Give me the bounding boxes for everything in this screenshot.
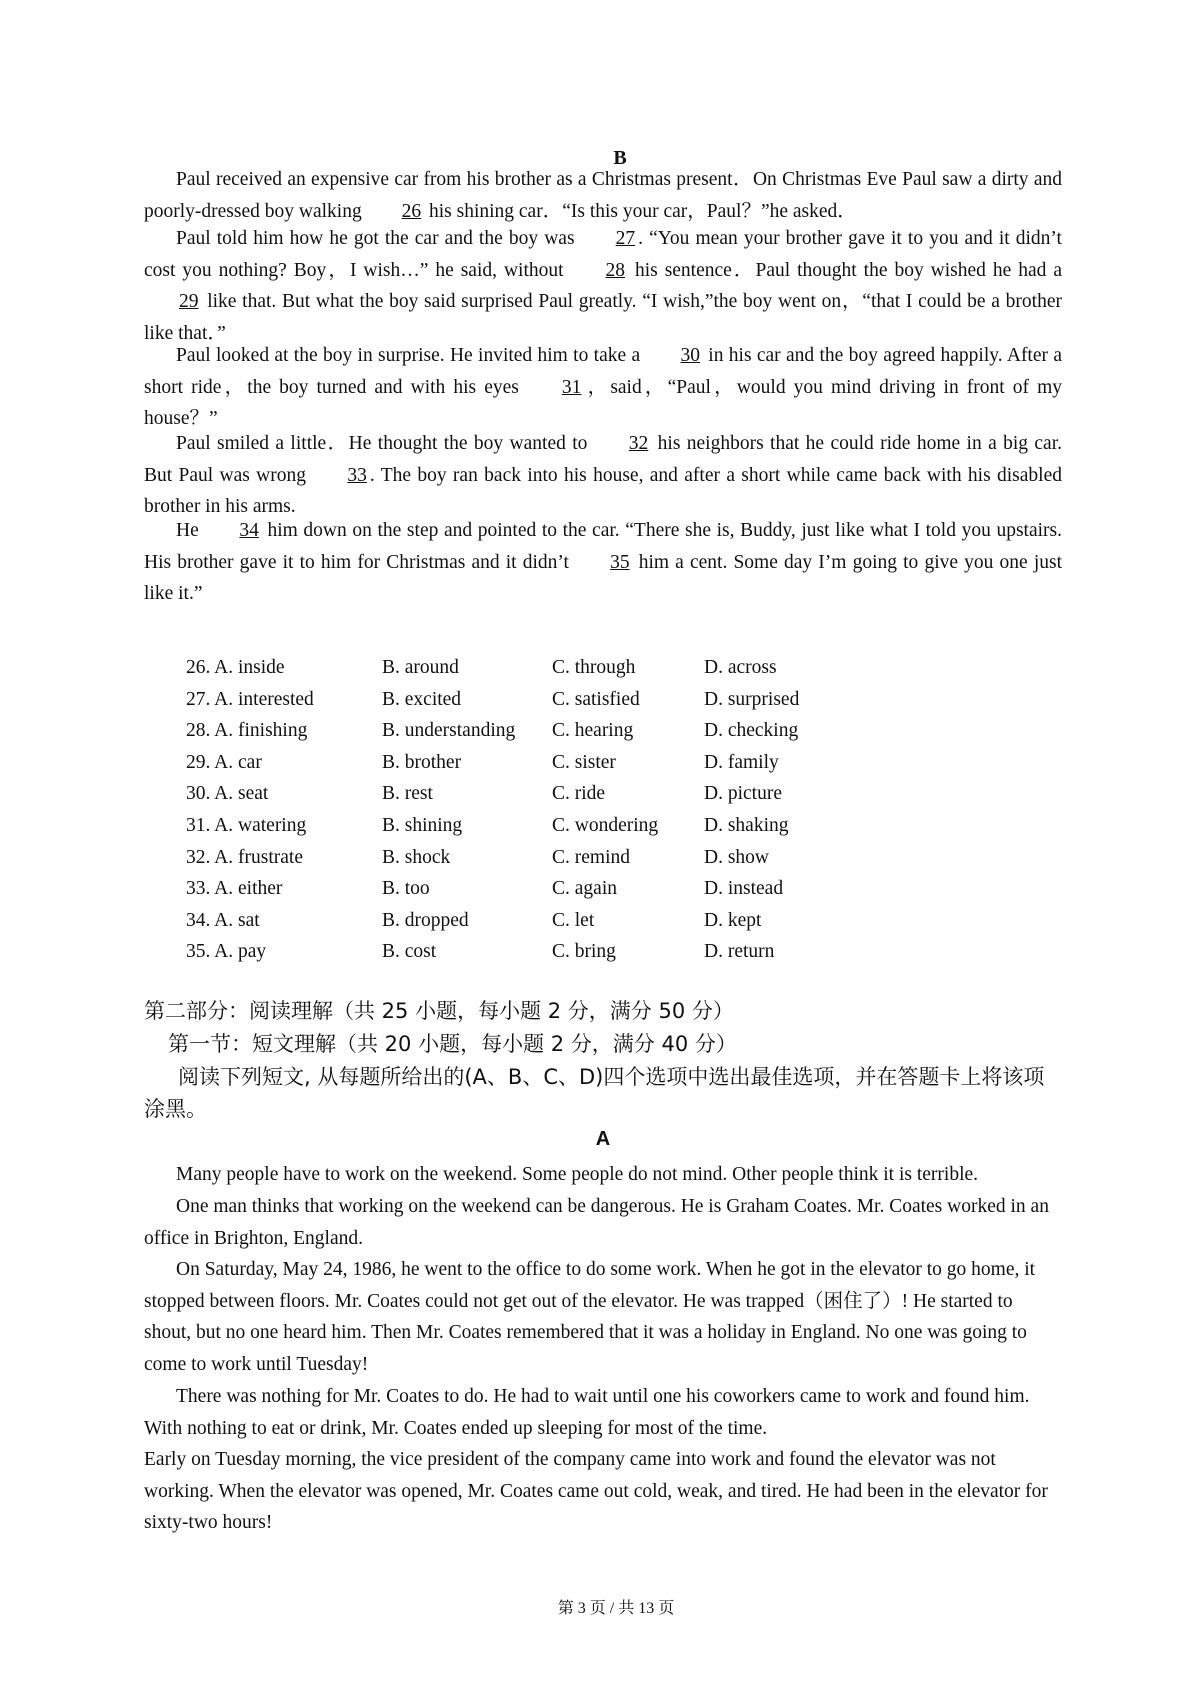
- paragraph-text: . The boy ran back into his house, and after a short while came back with his disabled brother in his arms.: [144, 464, 1062, 518]
- option-b: B. brother: [382, 751, 462, 773]
- blank-35: 35: [610, 551, 630, 573]
- option-c: C. remind: [552, 846, 630, 868]
- blank-29: 29: [179, 291, 199, 313]
- passage-a-paragraph-5: Early on Tuesday morning, the vice president of the company came into work and found the elevator was not working. When the elevator was opened, Mr. Coates came out cold, weak, and tired. He had been in the elevator for sixty-two hours!: [144, 1449, 1048, 1534]
- option-row-27: [186, 684, 906, 716]
- section-1-heading: 第一节：短文理解（共 20 小题，每小题 2 分，满分 40 分）: [168, 1032, 737, 1056]
- paragraph-text: his shining car．“Is this your car，Paul？”he asked．: [424, 200, 857, 222]
- reading-instruction: 阅读下列短文, 从每题所给出的(A、B、C、D)四个选项中选出最佳选项，并在答题卡上将该项涂黑。: [144, 1065, 1045, 1121]
- paragraph-text: Paul received an expensive car from his brother as a Christmas present．On Christmas Eve Paul saw a dirty and poorly-dressed boy walking: [144, 169, 1062, 222]
- cloze-paragraph-2: [144, 223, 1062, 349]
- paragraph-text: like that. But what the boy said surprised Paul greatly. “I wish,”the boy went on，“that I could be a brother like that．”: [144, 291, 1062, 344]
- option-d: D. return: [704, 941, 775, 963]
- option-d: D. checking: [704, 720, 799, 742]
- option-d: D. show: [704, 846, 770, 868]
- paragraph-text: his neighbors that he could ride home in a big car. But Paul was wrong: [144, 433, 1062, 486]
- passage-a-paragraph-1: Many people have to work on the weekend. Some people do not mind. Other people think it is terrible.: [176, 1164, 979, 1185]
- blank-34: 34: [239, 520, 259, 541]
- option-row-31: [186, 810, 906, 842]
- passage-a-paragraph-2: One man thinks that working on the weekend can be dangerous. He is Graham Coates. Mr. Coates worked in an office in Brighton, England.: [144, 1196, 1049, 1249]
- option-c: C. satisfied: [552, 688, 640, 710]
- passage-a-paragraph-4: There was nothing for Mr. Coates to do. He had to wait until one his coworkers came to work and found him. With nothing to eat or drink, Mr. Coates ended up sleeping for most of the time.: [144, 1386, 1030, 1439]
- option-a: 32. A. frustrate: [186, 846, 303, 868]
- option-row-30: [186, 778, 906, 810]
- cloze-paragraph-1: [144, 164, 1062, 227]
- option-d: D. picture: [704, 783, 782, 805]
- option-c: C. again: [552, 878, 617, 900]
- option-a: 33. A. either: [186, 878, 283, 900]
- option-b: B. dropped: [382, 909, 469, 931]
- option-b: B. excited: [382, 688, 462, 710]
- blank-31: 31: [561, 376, 582, 398]
- option-b: B. around: [382, 657, 459, 678]
- option-c: C. bring: [552, 941, 616, 963]
- option-b: B. shining: [382, 814, 463, 836]
- passage-a-title: A: [595, 1128, 611, 1150]
- option-a: 29. A. car: [186, 751, 262, 773]
- part-2-heading: 第二部分：阅读理解（共 25 小题，每小题 2 分，满分 50 分）: [144, 999, 734, 1023]
- paragraph-text: Paul looked at the boy in surprise. He invited him to take a: [176, 345, 646, 366]
- option-b: B. rest: [382, 783, 433, 805]
- blank-27: 27: [615, 228, 636, 249]
- option-d: D. instead: [704, 878, 784, 900]
- option-row-33: [186, 873, 906, 905]
- option-a: 28. A. finishing: [186, 720, 308, 742]
- option-d: D. family: [704, 751, 779, 773]
- option-c: C. wondering: [552, 814, 659, 836]
- option-row-29: [186, 747, 906, 779]
- option-c: C. sister: [552, 751, 616, 773]
- blank-30: 30: [680, 345, 700, 366]
- option-a: 30. A. seat: [186, 783, 269, 805]
- option-b: B. shock: [382, 846, 451, 868]
- option-b: B. understanding: [382, 720, 516, 742]
- paragraph-text: He: [176, 520, 205, 541]
- paragraph-text: his sentence．Paul thought the boy wished he had a: [628, 259, 1062, 281]
- cloze-paragraph-5: [144, 515, 1062, 610]
- passage-a-paragraph-3: On Saturday, May 24, 1986, he went to the office to do some work. When he got in the elevator to go home, it stopped between floors. Mr. Coates could not get out of the elevator. He was trapped（困住了）! He started to shout, but no one heard him. Then Mr. Coates remembered that it was a holiday in England. No one was going to come to work until Tuesday!: [144, 1259, 1036, 1376]
- option-row-32: [186, 842, 906, 874]
- option-c: C. hearing: [552, 720, 634, 742]
- option-c: C. let: [552, 909, 595, 931]
- cloze-paragraph-3: [144, 340, 1062, 435]
- option-a: 35. A. pay: [186, 941, 267, 963]
- paragraph-text: in his car and the boy agreed happily. After a short ride，the boy turned and with his eyes: [144, 345, 1062, 398]
- option-d: D. shaking: [704, 814, 789, 836]
- option-d: D. across: [704, 657, 777, 678]
- option-a: 26. A. inside: [186, 657, 285, 678]
- blank-28: 28: [605, 259, 626, 281]
- paragraph-text: him a cent. Some day I’m going to give you one just like it.”: [144, 551, 1063, 605]
- option-b: B. cost: [382, 941, 437, 963]
- blank-33: 33: [347, 464, 367, 486]
- blank-26: 26: [401, 200, 422, 222]
- paragraph-text: Paul smiled a little．He thought the boy wanted to: [176, 433, 594, 454]
- paragraph-text: ，said，“Paul，would you mind driving in front of my house？”: [144, 376, 1062, 430]
- option-d: D. surprised: [704, 688, 800, 710]
- option-row-26: [186, 652, 906, 684]
- option-c: C. ride: [552, 783, 606, 805]
- option-row-34: [186, 905, 906, 937]
- option-c: C. through: [552, 657, 636, 678]
- page-footer: 第 3 页 / 共 13 页: [557, 1600, 675, 1617]
- option-row-28: [186, 715, 906, 747]
- blank-32: 32: [628, 433, 649, 454]
- paragraph-text: him down on the step and pointed to the car. “There she is, Buddy, just like what I told you upstairs. His brother gave it to him for Christmas and it didn’t: [144, 520, 1062, 573]
- option-a: 31. A. watering: [186, 814, 307, 836]
- option-row-35: [186, 936, 906, 968]
- paragraph-text: Paul told him how he got the car and the boy was: [176, 228, 581, 249]
- option-b: B. too: [382, 878, 430, 900]
- options-list: [186, 652, 906, 968]
- option-d: D. kept: [704, 909, 762, 931]
- option-a: 34. A. sat: [186, 909, 260, 931]
- paragraph-text: . “You mean your brother gave it to you and it didn’t cost you nothing? Boy，I wish…” he said, without: [144, 228, 1062, 281]
- cloze-paragraph-4: [144, 428, 1062, 523]
- option-a: 27. A. interested: [186, 688, 314, 710]
- section-b-title: B: [613, 147, 627, 169]
